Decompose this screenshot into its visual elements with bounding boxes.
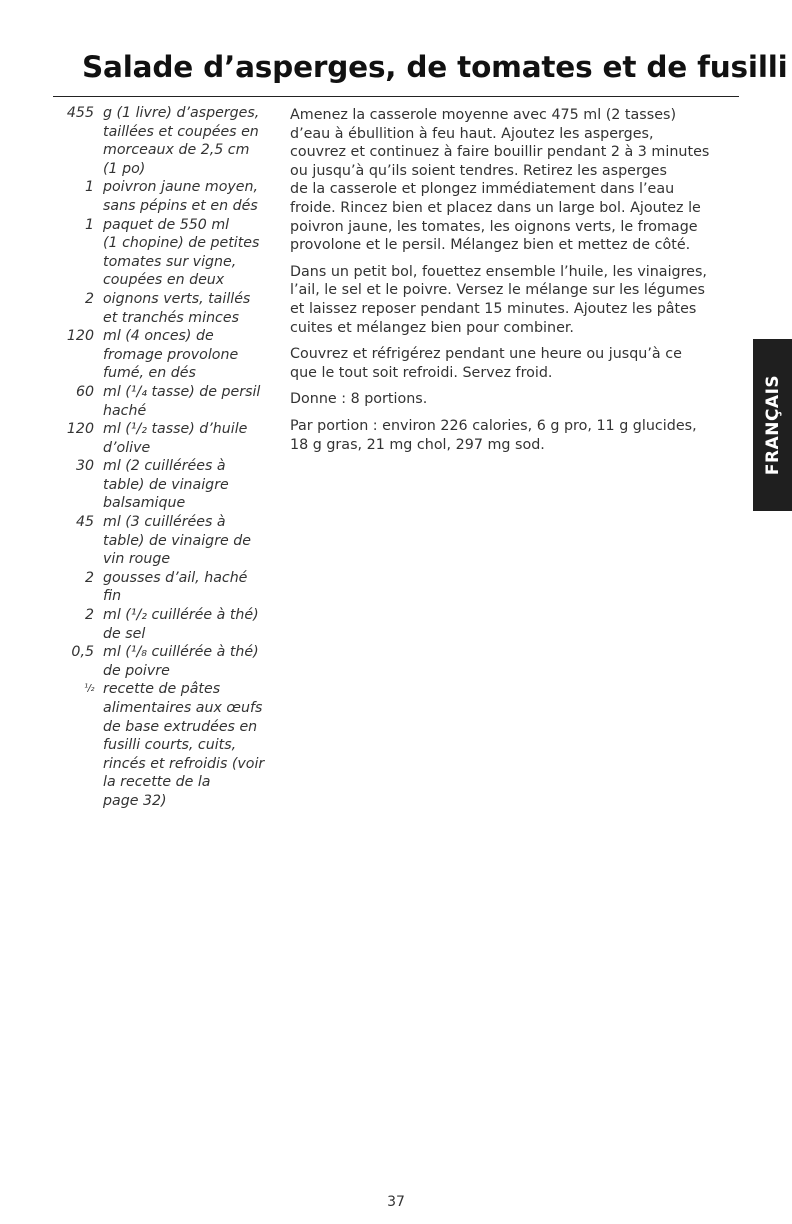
ingredient-description <box>103 643 290 680</box>
ingredient-description <box>103 327 290 383</box>
method-paragraph <box>290 263 745 337</box>
ingredient-description-line: rincés et refroidis (voir <box>103 755 265 772</box>
method-line: Amenez la casserole moyenne avec 475 ml (2 tasses) <box>290 107 677 123</box>
method-line: que le tout soit refroidi. Servez froid. <box>290 364 553 381</box>
ingredient-quantity: 120 <box>66 421 94 438</box>
ingredient-item <box>50 680 290 810</box>
ingredient-description <box>103 606 290 643</box>
ingredient-item <box>50 290 290 327</box>
title-divider <box>53 96 739 97</box>
ingredient-description-line: gousses d’ail, haché <box>103 569 248 586</box>
ingredient-description <box>103 216 290 290</box>
method-line: de la casserole et plongez immédiatement dans l’eau <box>290 181 675 198</box>
language-tab-label: FRANÇAIS <box>762 374 783 476</box>
ingredient-description-line: fusilli courts, cuits, <box>103 737 237 754</box>
method-instructions <box>290 106 745 462</box>
ingredient-description-line: oignons verts, taillés <box>103 290 251 307</box>
ingredient-quantity: 60 <box>75 383 94 400</box>
ingredient-description-line: poivron jaune moyen, <box>103 179 259 196</box>
method-line: Couvrez et réfrigérez pendant une heure ou jusqu’à ce <box>290 346 682 363</box>
ingredient-item <box>50 383 290 420</box>
ingredient-description <box>103 680 290 810</box>
ingredient-item <box>50 513 290 569</box>
ingredient-description-line: morceaux de 2,5 cm <box>103 142 250 159</box>
ingredient-description <box>103 104 290 178</box>
ingredient-description-line: ml (¹/₂ tasse) d’huile <box>103 421 248 438</box>
ingredient-description <box>103 420 290 457</box>
ingredient-description-line: fin <box>103 588 122 605</box>
ingredient-item <box>50 104 290 178</box>
ingredient-description-line: tomates sur vigne, <box>103 253 237 270</box>
ingredient-description-line: ml (3 cuillérées à <box>103 514 226 531</box>
ingredient-description-line: et tranchés minces <box>103 309 239 326</box>
ingredient-quantity: 2 <box>84 290 94 307</box>
ingredient-description-line: page 32) <box>103 792 167 809</box>
ingredient-quantity: 2 <box>84 607 94 624</box>
method-line: poivron jaune, les tomates, les oignons verts, le fromage <box>290 218 698 235</box>
ingredient-description <box>103 457 290 513</box>
method-paragraph <box>290 106 745 255</box>
ingredient-description <box>103 569 290 606</box>
ingredient-description-line: (1 po) <box>103 160 146 177</box>
ingredient-item <box>50 569 290 606</box>
method-line: froide. Rincez bien et placez dans un large bol. Ajoutez le <box>290 199 701 216</box>
ingredient-quantity: 45 <box>75 514 94 531</box>
ingredient-quantity: 1 <box>84 179 94 196</box>
method-line: cuites et mélangez bien pour combiner. <box>290 319 574 336</box>
ingredient-quantity: 1 <box>84 216 94 233</box>
ingredient-item <box>50 216 290 290</box>
method-paragraph <box>290 345 745 382</box>
ingredient-description-line: ml (¹/₄ tasse) de persil <box>103 383 261 400</box>
ingredient-description-line: ml (¹/₈ cuillérée à thé) <box>103 644 259 661</box>
ingredient-description <box>103 513 290 569</box>
page-number: 37 <box>387 1194 405 1210</box>
ingredient-description-line: vin rouge <box>103 551 171 568</box>
ingredient-description-line: (1 chopine) de petites <box>103 235 260 252</box>
method-line: d’eau à ébullition à feu haut. Ajoutez les asperges, <box>290 125 654 142</box>
ingredient-description-line: de poivre <box>103 662 170 679</box>
ingredient-list <box>50 104 290 811</box>
ingredient-description-line: haché <box>103 402 147 419</box>
ingredient-description-line: table) de vinaigre de <box>103 532 251 549</box>
method-line: 18 g gras, 21 mg chol, 297 mg sod. <box>290 436 545 453</box>
ingredient-description-line: ml (2 cuillérées à <box>103 458 226 475</box>
language-tab <box>753 339 792 511</box>
ingredient-description <box>103 383 290 420</box>
ingredient-description-line: ml (4 onces) de <box>103 328 214 345</box>
method-paragraph <box>290 390 745 409</box>
ingredient-description-line: de base extrudées en <box>103 718 258 735</box>
method-paragraph <box>290 417 745 454</box>
ingredient-description-line: recette de pâtes <box>103 681 221 698</box>
ingredient-item <box>50 457 290 513</box>
method-line: l’ail, le sel et le poivre. Versez le mélange sur les légumes <box>290 282 706 299</box>
method-line: ou jusqu’à qu’ils soient tendres. Retirez les asperges <box>290 162 667 179</box>
ingredient-quantity: 120 <box>66 328 94 345</box>
ingredient-item <box>50 606 290 643</box>
method-line: provolone et le persil. Mélangez bien et mettez de côté. <box>290 237 691 254</box>
ingredient-description-line: taillées et coupées en <box>103 123 259 140</box>
ingredient-description-line: fromage provolone <box>103 346 239 363</box>
page-title: Salade d’asperges, de tomates et de fusilli <box>82 50 788 84</box>
ingredient-quantity: 2 <box>84 569 94 586</box>
ingredient-description-line: sans pépins et en dés <box>103 197 258 214</box>
ingredient-quantity: 0,5 <box>71 644 94 661</box>
ingredient-quantity: 30 <box>75 458 94 475</box>
ingredient-description-line: ml (¹/₂ cuillérée à thé) <box>103 607 259 624</box>
method-line: couvrez et continuez à faire bouillir pendant 2 à 3 minutes <box>290 144 710 161</box>
ingredient-description-line: coupées en deux <box>103 272 225 289</box>
ingredient-description-line: la recette de la <box>103 774 211 791</box>
method-line: Par portion : environ 226 calories, 6 g pro, 11 g glucides, <box>290 417 697 434</box>
ingredient-description <box>103 290 290 327</box>
ingredient-description-line: g (1 livre) d’asperges, <box>103 105 260 121</box>
method-line: et laissez reposer pendant 15 minutes. Ajoutez les pâtes <box>290 300 697 317</box>
method-line: Dans un petit bol, fouettez ensemble l’huile, les vinaigres, <box>290 263 707 280</box>
ingredient-item <box>50 420 290 457</box>
ingredient-quantity: ¹/₂ <box>84 683 94 695</box>
ingredient-description-line: de sel <box>103 625 146 642</box>
ingredient-description-line: alimentaires aux œufs <box>103 700 263 716</box>
method-line: Donne : 8 portions. <box>290 391 428 408</box>
ingredient-description <box>103 178 290 215</box>
ingredient-description-line: d’olive <box>103 439 151 456</box>
ingredient-description-line: fumé, en dés <box>103 365 196 382</box>
ingredient-item <box>50 178 290 215</box>
ingredient-description-line: table) de vinaigre <box>103 476 229 493</box>
ingredient-item <box>50 643 290 680</box>
ingredient-description-line: balsamique <box>103 495 186 512</box>
ingredient-item <box>50 327 290 383</box>
ingredient-quantity: 455 <box>66 105 94 121</box>
ingredient-description-line: paquet de 550 ml <box>103 216 230 233</box>
